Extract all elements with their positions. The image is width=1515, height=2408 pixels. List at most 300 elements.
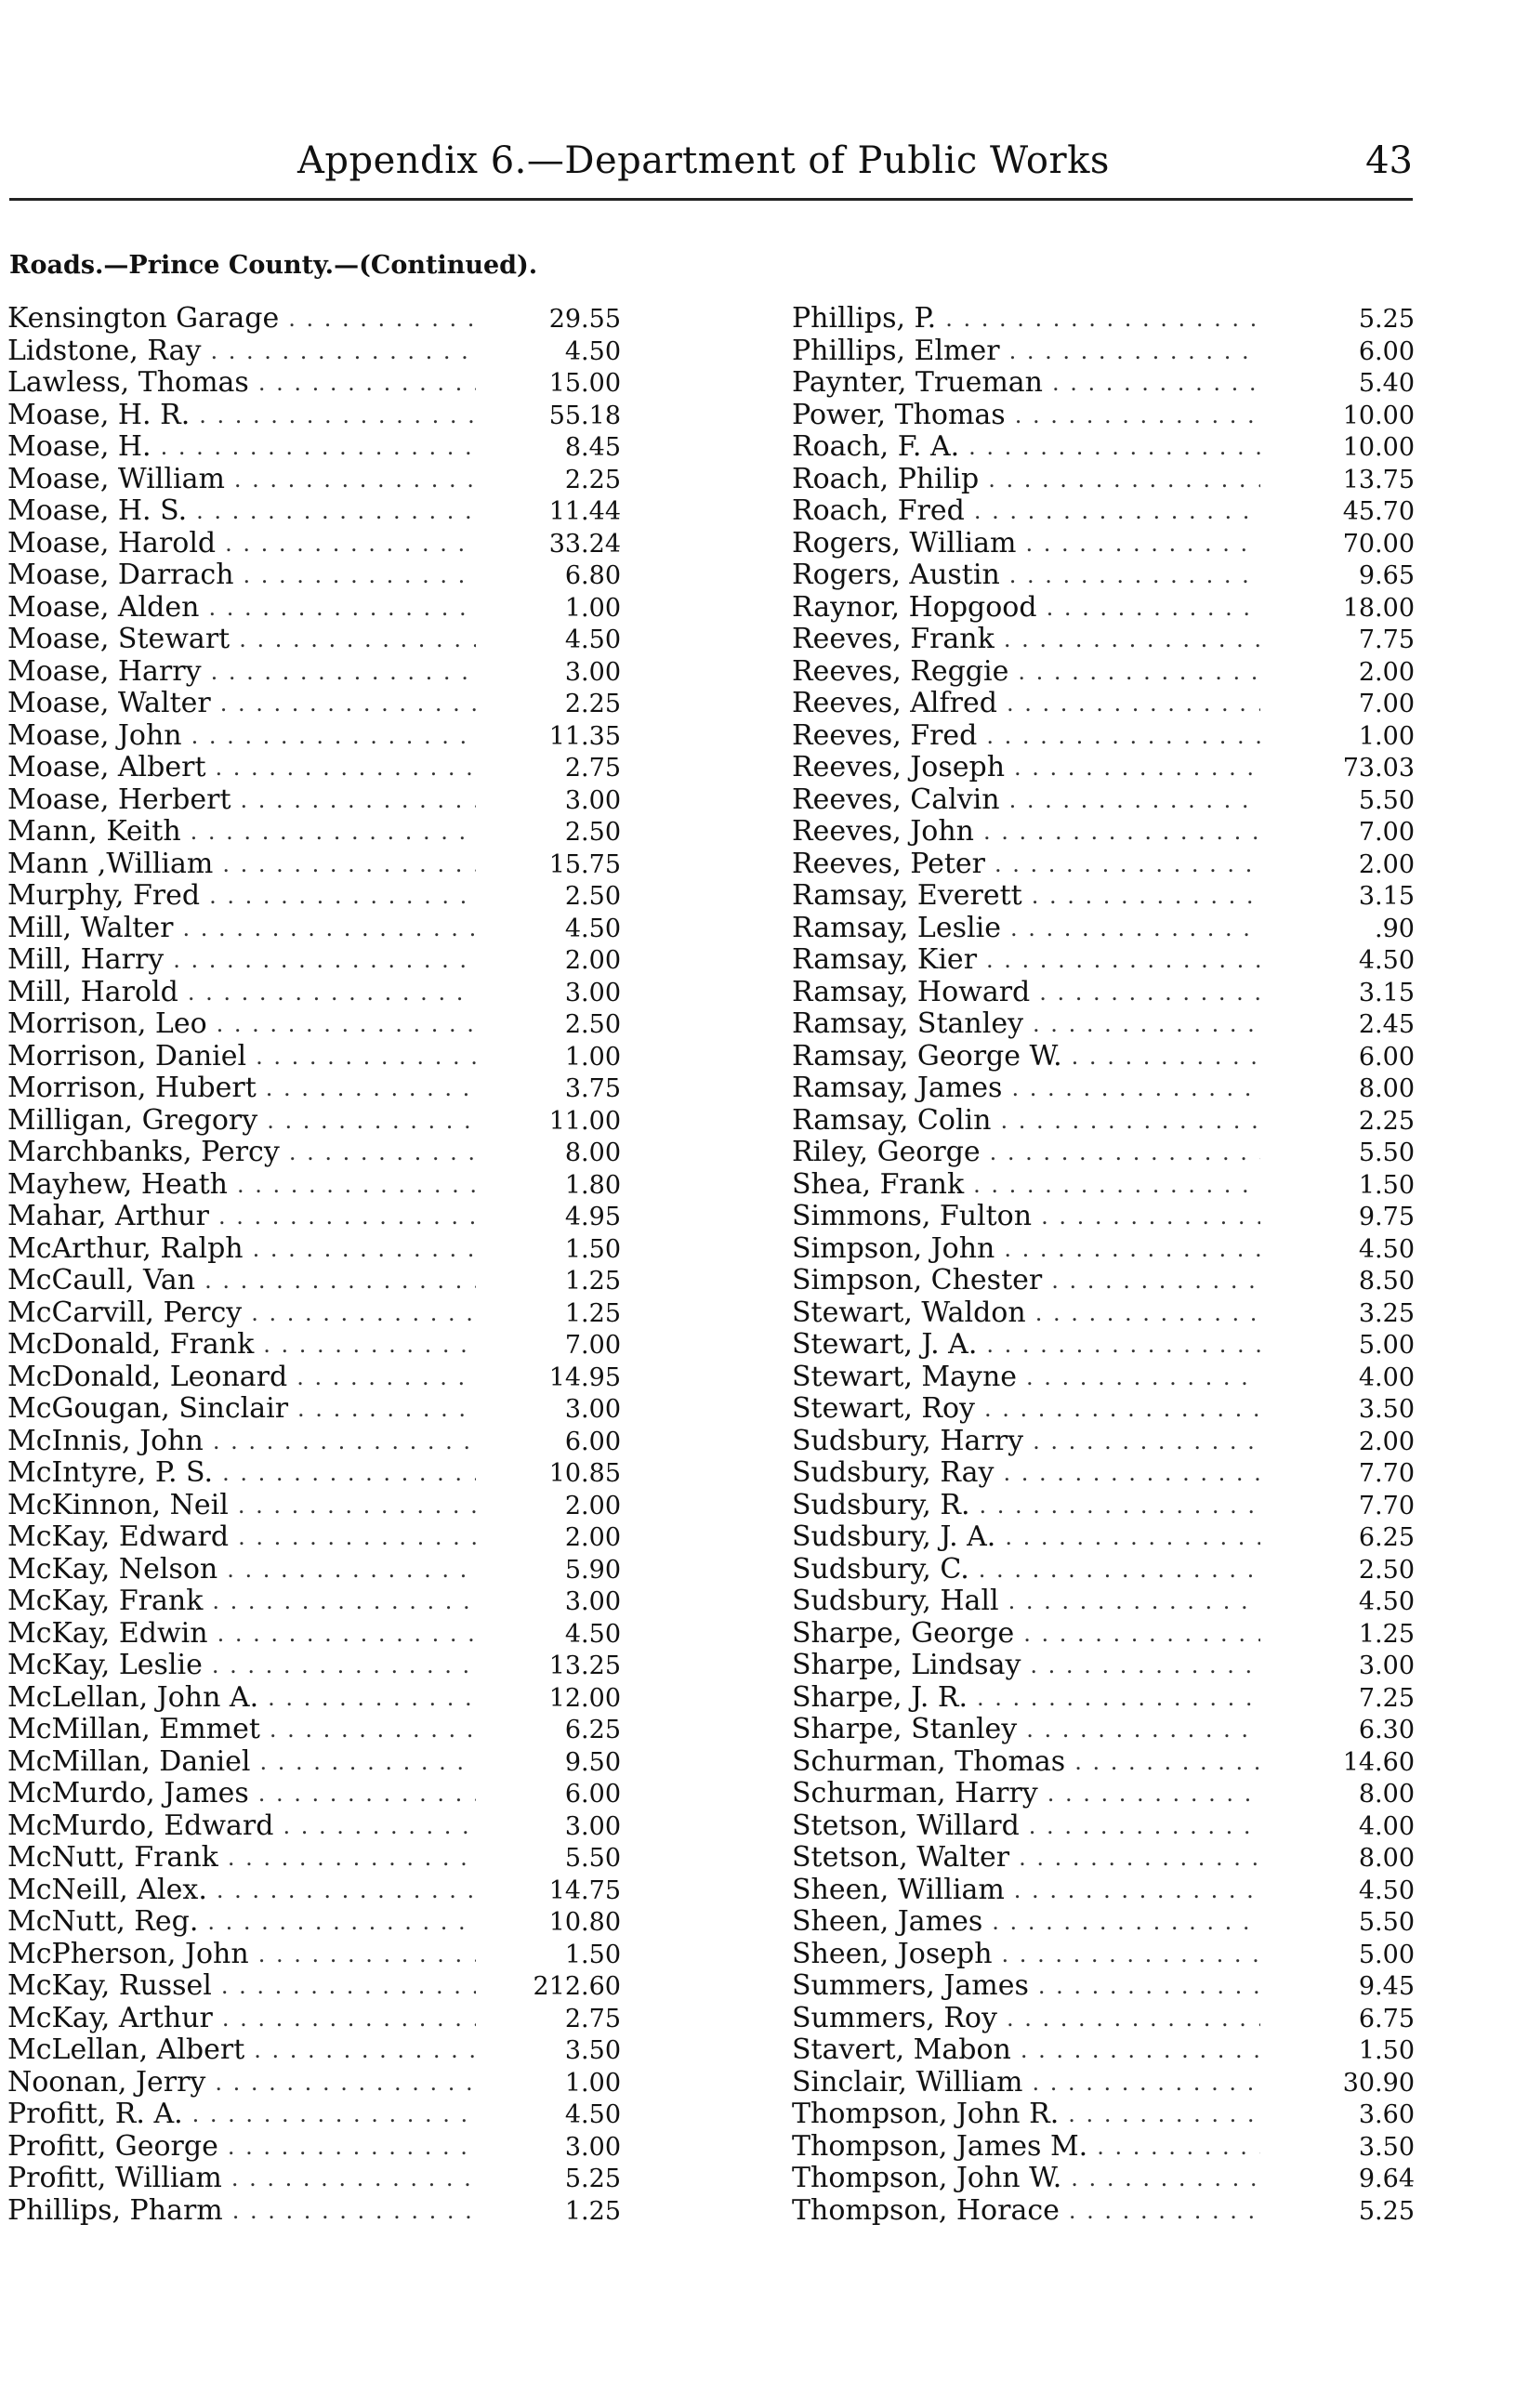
list-item (7, 1008, 621, 1041)
list-item (792, 1906, 1415, 1939)
entry-name-cell (7, 495, 481, 528)
list-item (7, 367, 621, 400)
list-item (7, 1201, 621, 1233)
entry-amount: 7.70 (1358, 1459, 1415, 1488)
list-item (792, 1105, 1415, 1138)
entry-name: Ramsay, Colin (792, 1104, 992, 1137)
dot-leader (216, 752, 476, 784)
list-item (7, 400, 621, 432)
entry-name-cell (792, 1586, 1266, 1618)
entry-name-cell (792, 1778, 1266, 1810)
entry-amount: 15.75 (548, 849, 621, 879)
list-item (792, 1970, 1415, 2003)
dot-leader (1030, 1650, 1260, 1682)
entry-name-cell (792, 464, 1266, 496)
entry-amount: 7.70 (1358, 1491, 1415, 1520)
dot-leader (1004, 624, 1260, 656)
entry-name-cell (7, 1137, 481, 1169)
list-item (7, 1393, 621, 1426)
entry-name: Reeves, Frank (792, 624, 995, 655)
list-item (792, 1682, 1415, 1715)
entry-name-cell (792, 752, 1266, 784)
entry-amount: 4.50 (564, 1619, 621, 1649)
list-item (792, 1169, 1415, 1202)
list-item (7, 1329, 621, 1362)
entry-name: Moase, H. (7, 431, 152, 463)
entry-name-cell (792, 2034, 1266, 2067)
entry-name: McIntyre, P. S. (7, 1457, 214, 1489)
entry-name-cell (7, 303, 481, 336)
entry-name-cell (7, 1105, 481, 1138)
dot-leader (1002, 1939, 1260, 1971)
list-item (7, 1457, 621, 1490)
dot-leader (1009, 784, 1260, 817)
list-item (7, 1618, 621, 1651)
list-item (792, 495, 1415, 528)
list-item (792, 944, 1415, 977)
entry-name: McLellan, John A. (7, 1681, 259, 1714)
entry-amount: 4.50 (564, 625, 621, 654)
dot-leader (222, 1457, 476, 1490)
entry-amount: 30.90 (1342, 2068, 1415, 2098)
entry-name-cell (7, 1810, 481, 1843)
entry-name: McKay, Frank (7, 1586, 204, 1617)
entry-name: Riley, George (792, 1137, 981, 1168)
entry-name: Moase, John (7, 719, 182, 752)
dot-leader (297, 1393, 476, 1426)
dot-leader (1071, 2163, 1260, 2195)
entry-name: Simpson, Chester (792, 1265, 1043, 1296)
entry-name: Ramsay, Kier (792, 944, 978, 976)
dot-leader (227, 1554, 476, 1586)
entry-amount: 1.50 (564, 1234, 621, 1264)
entry-name: Phillips, Pharm (7, 2194, 223, 2227)
entry-name: McKay, Leslie (7, 1650, 203, 1681)
entry-amount: 2.00 (1358, 849, 1415, 879)
list-item (792, 1297, 1415, 1330)
entry-name-cell (7, 624, 481, 656)
list-item (7, 977, 621, 1009)
entry-amount: 7.00 (1358, 690, 1415, 718)
list-item (7, 656, 621, 689)
dot-leader (288, 303, 476, 336)
entry-name: McMillan, Emmet (7, 1714, 260, 1745)
entry-amount: 8.50 (1358, 1267, 1415, 1296)
entry-name-cell (792, 624, 1266, 656)
entry-amount: 9.45 (1358, 1972, 1415, 2001)
list-item (7, 2034, 621, 2067)
entry-amount: 4.50 (1358, 1234, 1415, 1264)
entry-amount: 4.00 (1358, 1811, 1415, 1841)
entry-name: Sheen, William (792, 1874, 1005, 1906)
entry-name: Lidstone, Ray (7, 335, 202, 367)
dot-leader (1019, 1842, 1260, 1875)
list-item (792, 1521, 1415, 1554)
entry-name: McKay, Edward (7, 1521, 230, 1553)
entry-name: Mann ,William (7, 848, 214, 880)
dot-leader (1004, 1457, 1261, 1490)
dot-leader (1000, 1105, 1260, 1138)
dot-leader (945, 303, 1260, 336)
list-item (792, 816, 1415, 849)
entry-name: Sharpe, George (792, 1617, 1015, 1650)
dot-leader (234, 464, 476, 496)
dot-leader (191, 720, 476, 753)
entry-amount: 6.25 (1358, 1523, 1415, 1552)
entry-name-cell (7, 1233, 481, 1266)
dot-leader (995, 849, 1260, 881)
list-item (7, 1939, 621, 1971)
entry-name: Sheen, James (792, 1906, 983, 1938)
list-item (792, 784, 1415, 817)
entry-name-cell (792, 1265, 1266, 1297)
dot-leader (217, 1618, 476, 1651)
list-item (792, 2034, 1415, 2067)
entry-name: McNutt, Frank (7, 1842, 218, 1874)
dot-leader (204, 1265, 476, 1297)
entry-name-cell (7, 1008, 481, 1041)
dot-leader (207, 1906, 476, 1939)
entry-name-cell (7, 559, 481, 592)
dot-leader (1005, 1521, 1260, 1554)
entry-name-cell (792, 2099, 1266, 2131)
entry-amount: 8.00 (564, 1138, 621, 1167)
dot-leader (241, 784, 477, 817)
dot-leader (268, 1682, 476, 1715)
list-item (792, 303, 1415, 336)
entry-amount: 5.50 (564, 1844, 621, 1873)
entry-name: Ramsay, Howard (792, 976, 1031, 1008)
entry-name: Sudsbury, J. A. (792, 1521, 996, 1553)
entry-amount: 3.00 (564, 978, 621, 1007)
entry-name: Stewart, Mayne (792, 1361, 1018, 1393)
entry-name-cell (7, 1970, 481, 2003)
dot-leader (218, 1201, 476, 1233)
entry-amount: 12.00 (548, 1683, 621, 1713)
entry-name-cell (792, 1970, 1266, 2003)
dot-leader (1047, 592, 1260, 625)
entry-name: McCarvill, Percy (7, 1296, 243, 1329)
entry-name-cell (7, 880, 481, 913)
entry-name: Reeves, Joseph (792, 752, 1006, 783)
entry-amount: 5.50 (1358, 1908, 1415, 1937)
entry-amount: 5.90 (564, 1555, 621, 1585)
dot-leader (1025, 528, 1260, 560)
list-item (7, 1137, 621, 1169)
entry-amount: 4.50 (1358, 1587, 1415, 1616)
entry-amount: 3.60 (1358, 2100, 1415, 2129)
dot-leader (974, 495, 1260, 528)
entry-name-cell (792, 1072, 1266, 1105)
entry-amount: 3.50 (1358, 1395, 1415, 1424)
dot-leader (1026, 1362, 1260, 1394)
list-item (7, 784, 621, 817)
entry-amount: 3.15 (1358, 978, 1415, 1007)
list-item (792, 624, 1415, 656)
entry-name: Simpson, John (792, 1232, 995, 1265)
list-item (7, 1169, 621, 1202)
dot-leader (217, 1875, 476, 1907)
dot-leader (1009, 559, 1260, 592)
dot-leader (238, 1521, 476, 1554)
entry-amount: 7.00 (564, 1331, 621, 1360)
entry-name: Morrison, Daniel (7, 1040, 247, 1072)
dot-leader (188, 977, 476, 1009)
dot-leader (990, 1137, 1260, 1169)
list-item (7, 913, 621, 945)
entry-amount: 4.50 (564, 336, 621, 366)
entry-amount: 9.50 (564, 1747, 621, 1777)
entry-name-cell (792, 1105, 1266, 1138)
dot-leader (1004, 1233, 1260, 1266)
entry-name-cell (792, 495, 1266, 528)
entry-amount: 3.15 (1358, 882, 1415, 911)
dot-leader (270, 1714, 476, 1746)
entry-amount: 29.55 (548, 305, 621, 334)
dot-leader (192, 2099, 476, 2131)
list-item (7, 624, 621, 656)
entry-name: McLellan, Albert (7, 2034, 245, 2066)
header-rule (9, 198, 1413, 201)
entry-amount: 3.00 (564, 657, 621, 687)
list-item (7, 752, 621, 784)
dot-leader (1021, 2034, 1260, 2067)
entry-name: Moase, Albert (7, 752, 206, 783)
entry-amount: 13.75 (1342, 465, 1415, 494)
list-item (7, 1875, 621, 1907)
dot-leader (211, 656, 476, 689)
list-item (792, 592, 1415, 625)
list-item (792, 1329, 1415, 1362)
list-item (7, 1072, 621, 1105)
entry-name: McDonald, Leonard (7, 1361, 288, 1393)
list-item (792, 849, 1415, 881)
entry-name-cell (7, 2163, 481, 2195)
entry-name-cell (792, 1490, 1266, 1522)
entry-name-cell (792, 1521, 1266, 1554)
list-item (7, 944, 621, 977)
dot-leader (1052, 367, 1260, 400)
list-item (792, 1201, 1415, 1233)
entry-amount: 3.00 (564, 1395, 621, 1424)
entry-name: Moase, Herbert (7, 783, 231, 816)
entry-amount: 45.70 (1342, 497, 1415, 526)
entry-amount: 73.03 (1342, 754, 1415, 783)
entry-name-cell (7, 431, 481, 464)
entry-name: McMillan, Daniel (7, 1745, 251, 1778)
entry-name: Mill, Harry (7, 944, 165, 976)
dot-leader (1072, 1041, 1260, 1073)
entry-name: Sharpe, J. R. (792, 1681, 968, 1714)
dot-leader (260, 1746, 476, 1779)
dot-leader (258, 367, 476, 400)
entry-name: McArthur, Ralph (7, 1232, 244, 1265)
entry-name-cell (7, 1650, 481, 1682)
dot-leader (211, 336, 477, 368)
entry-name-cell (792, 1714, 1266, 1746)
list-item (792, 1586, 1415, 1618)
list-item (792, 2195, 1415, 2228)
dot-leader (256, 1041, 476, 1073)
entry-name-cell (792, 2195, 1266, 2228)
entry-name: Stewart, Waldon (792, 1296, 1026, 1329)
dot-leader (283, 1810, 476, 1843)
entry-name: Sudsbury, Ray (792, 1457, 995, 1489)
entry-amount: 3.25 (1358, 1298, 1415, 1328)
dot-leader (980, 1490, 1261, 1522)
entry-name: Morrison, Leo (7, 1008, 207, 1040)
list-item (7, 880, 621, 913)
list-item (7, 592, 621, 625)
entry-amount: 2.00 (564, 946, 621, 975)
entry-name-cell (792, 2067, 1266, 2099)
dot-leader (173, 944, 476, 977)
entry-amount: 5.00 (1358, 1940, 1415, 1969)
list-item (792, 720, 1415, 753)
entry-amount: 3.00 (1358, 1651, 1415, 1680)
entry-amount: 14.60 (1342, 1747, 1415, 1777)
entry-name: McKay, Russel (7, 1970, 212, 2002)
dot-leader (238, 1490, 476, 1522)
entry-name-cell (792, 1426, 1266, 1458)
entry-amount: 1.25 (1358, 1619, 1415, 1649)
dot-leader (983, 816, 1260, 849)
list-item (792, 367, 1415, 400)
entry-name-cell (7, 1265, 481, 1297)
entry-name: Noonan, Jerry (7, 2066, 206, 2099)
entry-amount: 2.50 (564, 1010, 621, 1039)
entry-name: Power, Thomas (792, 399, 1006, 431)
entry-name-cell (7, 720, 481, 753)
list-item (792, 1746, 1415, 1779)
entry-amount: 2.00 (1358, 1427, 1415, 1456)
entry-name: McKinnon, Neil (7, 1489, 229, 1521)
entry-amount: 9.65 (1358, 561, 1415, 590)
entry-name-cell (7, 1041, 481, 1073)
entry-name: Ramsay, George W. (792, 1040, 1062, 1072)
entry-name: Sinclair, William (792, 2066, 1023, 2099)
dot-leader (254, 2034, 476, 2067)
entry-name: McMurdo, James (7, 1778, 249, 1809)
list-item (7, 1778, 621, 1810)
list-item (792, 2003, 1415, 2035)
entry-name-cell (792, 656, 1266, 689)
list-item (792, 2163, 1415, 2195)
entry-name: Sudsbury, Hall (792, 1586, 999, 1617)
dot-leader (217, 1008, 476, 1041)
entry-amount: 1.50 (1358, 1170, 1415, 1200)
dot-leader (244, 559, 476, 592)
entry-amount: .90 (1375, 914, 1415, 943)
entry-name-cell (7, 913, 481, 945)
entry-name: Stewart, Roy (792, 1393, 975, 1425)
list-item (792, 656, 1415, 689)
dot-leader (267, 1105, 476, 1138)
list-item (792, 880, 1415, 913)
entry-name: McNutt, Reg. (7, 1906, 199, 1938)
dot-leader (199, 400, 476, 432)
list-item (7, 1265, 621, 1297)
entry-name-cell (792, 1329, 1266, 1362)
entry-name-cell (7, 1521, 481, 1554)
dot-leader (215, 2067, 476, 2099)
entry-name-cell (792, 336, 1266, 368)
entry-name-cell (792, 1746, 1266, 1779)
list-item (792, 400, 1415, 432)
entry-name: McGougan, Sinclair (7, 1393, 289, 1425)
list-item (7, 2131, 621, 2164)
list-item (792, 1426, 1415, 1458)
entry-name-cell (792, 880, 1266, 913)
entry-amount: 8.45 (564, 433, 621, 462)
entry-name-cell (7, 2099, 481, 2131)
dot-leader (228, 2131, 476, 2164)
dot-leader (968, 431, 1260, 464)
entry-amount: 1.00 (1358, 721, 1415, 751)
dot-leader (213, 1426, 476, 1458)
entry-amount: 70.00 (1342, 529, 1415, 559)
dot-leader (289, 1137, 476, 1169)
entry-name: Roach, Fred (792, 495, 965, 527)
dot-leader (212, 1586, 476, 1618)
list-item (7, 2195, 621, 2228)
dot-leader (220, 688, 476, 720)
entry-name: Moase, Harry (7, 655, 202, 688)
entry-amount: 5.25 (1358, 305, 1415, 334)
list-item (7, 1714, 621, 1746)
entry-amount: 2.50 (564, 818, 621, 847)
entry-amount: 3.50 (564, 2036, 621, 2065)
entry-amount: 33.24 (548, 529, 621, 559)
list-item (792, 1233, 1415, 1266)
entry-name: Phillips, P. (792, 303, 937, 335)
list-item (7, 336, 621, 368)
entry-amount: 1.00 (564, 593, 621, 623)
entry-amount: 9.75 (1358, 1203, 1415, 1231)
entry-name: Schurman, Thomas (792, 1745, 1066, 1778)
dot-leader (1008, 1586, 1260, 1618)
list-item (792, 913, 1415, 945)
list-item (792, 1137, 1415, 1169)
header-title: Appendix 6.—Department of Public Works (297, 139, 1110, 182)
entry-name-cell (792, 1618, 1266, 1651)
entry-name-cell (792, 1393, 1266, 1426)
entry-name: Profitt, George (7, 2130, 218, 2163)
entry-amount: 5.25 (564, 2165, 621, 2193)
entry-name: Mill, Walter (7, 912, 174, 944)
dot-leader (228, 1842, 476, 1875)
entry-amount: 2.00 (564, 1523, 621, 1552)
entry-amount: 10.85 (548, 1459, 621, 1488)
list-item (792, 1842, 1415, 1875)
entry-name: McMurdo, Edward (7, 1809, 274, 1842)
entry-name-cell (792, 1008, 1266, 1041)
entry-name: Rogers, Austin (792, 559, 1000, 591)
entry-name-cell (7, 688, 481, 720)
left-column (7, 303, 621, 2227)
list-item (792, 2099, 1415, 2131)
entry-name: Rogers, William (792, 527, 1017, 559)
entry-name-cell (792, 1810, 1266, 1843)
entry-name-cell (792, 688, 1266, 720)
entry-amount: 1.25 (564, 1298, 621, 1328)
list-item (792, 1265, 1415, 1297)
list-item (792, 1457, 1415, 1490)
dot-leader (1026, 1714, 1260, 1746)
entry-name: Mann, Keith (7, 816, 181, 848)
list-item (792, 1778, 1415, 1810)
entry-amount: 2.75 (564, 2004, 621, 2033)
